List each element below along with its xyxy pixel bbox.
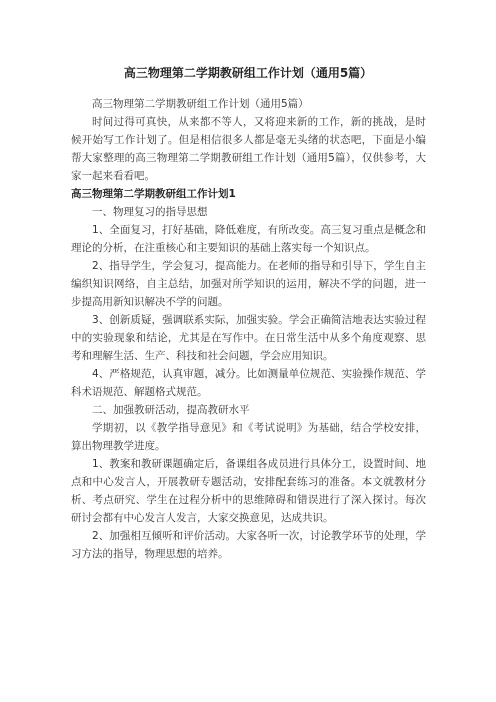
body-paragraph: 时间过得可真快，从来都不等人，又将迎来新的工作，新的挑战，是时候开始写工作计划了。但是相信很多人都是毫无头绪的状态吧，下面是小编帮大家整理的高三物理第二学期教研组工作计划（通用5篇），仅供参考，大家一起来看看吧。 [71,116,426,182]
body-paragraph: 二、加强教研活动，提高教研水平 [92,404,250,416]
body-paragraph: 2、指导学生，学会复习，提高能力。在老师的指导和引导下，学生自主编织知识网络，自主总结，加强对所学知识的运用，解决不学的问题，进一步提高用新知识解决不学的问题。 [71,260,426,308]
document-body [71,95,426,563]
body-paragraph: 一、物理复习的指导思想 [92,206,208,218]
body-paragraph: 1、全面复习，打好基础，降低难度，有所改变。高三复习重点是概念和理论的分析，在注重核心和主要知识的基础上落实每一个知识点。 [71,224,426,254]
section-heading: 高三物理第二学期教研组工作计划1 [71,188,236,200]
body-paragraph: 4、严格规范，认真审题，减分。比如测量单位规范、实验操作规范、学科术语规范、解题格式规范。 [71,368,426,398]
body-paragraph: 高三物理第二学期教研组工作计划（通用5篇） [92,98,309,110]
body-paragraph: 3、创新质疑，强调联系实际，加强实验。学会正确简洁地表达实验过程中的实验现象和结论，尤其是在写作中。在日常生活中从多个角度观察、思考和理解生活、生产、科技和社会问题，学会应用知识。 [71,314,426,362]
document-title: 高三物理第二学期教研组工作计划（通用5篇） [123,66,373,80]
body-paragraph: 学期初，以《教学指导意见》和《考试说明》为基础，结合学校安排，算出物理教学进度。 [71,422,426,452]
body-paragraph: 2、加强相互倾听和评价活动。大家各听一次，讨论教学环节的处理，学习方法的指导，物理思想的培养。 [71,530,426,560]
body-paragraph: 1、教案和教研课题确定后，备课组各成员进行具体分工，设置时间、地点和中心发言人，开展教研专题活动，安排配套练习的准备。本文就教材分析、考点研究、学生在过程分析中的思维障碍和错误进行了深入探讨。每次研讨会都有中心发言人发言，大家交换意见，达成共识。 [71,458,426,524]
